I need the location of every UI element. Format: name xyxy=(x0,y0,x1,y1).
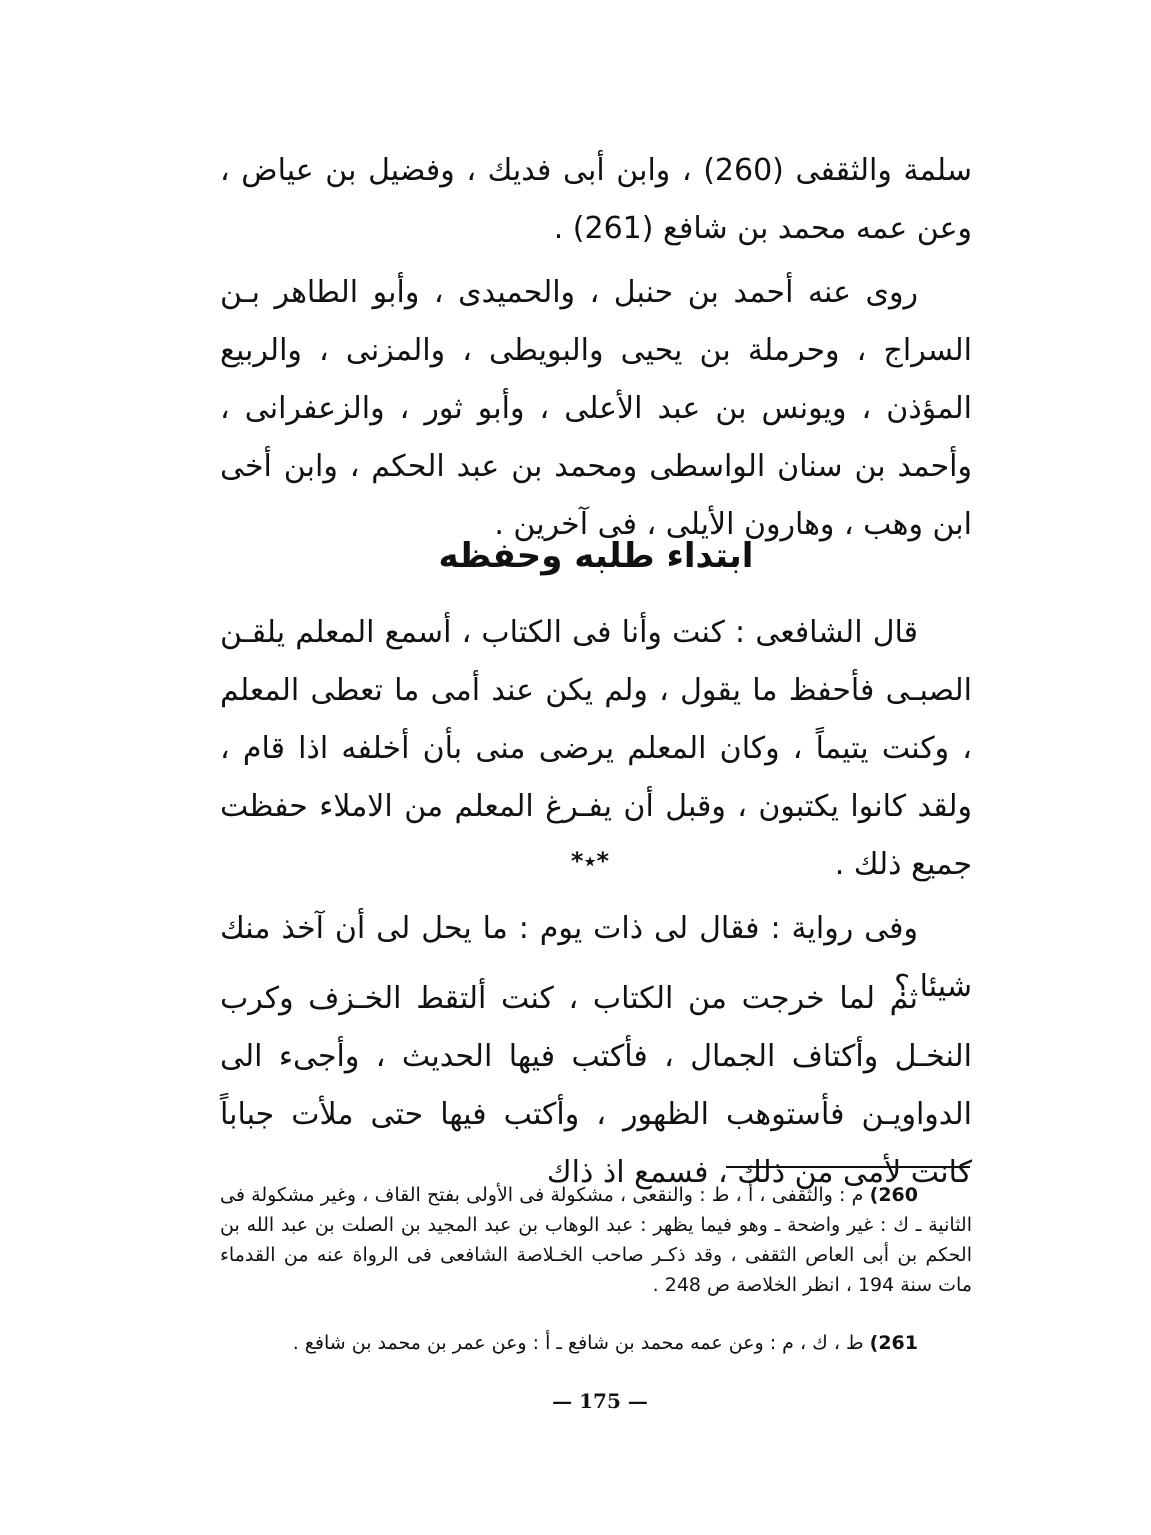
footnote-261-text: ط ، ك ، م : وعن عمه محمد بن شافع ـ أ : وعن عمر بن محمد بن شافع . xyxy=(292,1332,864,1354)
section-heading: ابتداء طلبه وحفظه xyxy=(438,536,754,576)
riwaya-paragraph: وفى رواية : فقال لى ذات يوم : ما يحل لى أن آخذ منك شيئا ؟ xyxy=(220,911,972,1004)
footnote-261 xyxy=(220,1328,972,1358)
footnote-260 xyxy=(220,1180,972,1300)
shafii-paragraph: قال الشافعى : كنت وأنا فى الكتاب ، أسمع المعلم يلقـن الصبـى فأحفظ ما يقول ، ولم يكن عند أمى ما تعطى المعلم ، وكنت يتيماً ، وكان المعلم يرضى منى بأن أخلفه اذا قام ، ولقد كانوا يكتبون ، وقبل أن يفـرغ المعلم من الاملاء حفظت جميع ذلك . xyxy=(220,615,972,882)
narrators-paragraph: روى عنه أحمد بن حنبل ، والحميدى ، وأبو الطاهر بـن السراج ، وحرملة بن يحيى والبويطى ، والمزنى ، والربيع المؤذن ، ويونس بن عبد الأعلى ، وأبو ثور ، والزعفرانى ، وأحمد بن سنان الواسطى ومحمد بن عبد الحكم ، وابن أخى ابن وهب ، وهارون الأيلى ، فى آخرين . xyxy=(220,275,972,542)
opening-paragraph: سلمة والثقفى (260) ، وابن أبى فديك ، وفضيل بن عياض ، وعن عمه محمد بن شافع (261) . xyxy=(220,153,972,246)
footnote-261-number: 261) xyxy=(869,1332,918,1354)
footnote-260-text: م : والثقفى ، أ ، ط : والنقعى ، مشكولة فى الأولى بفتح القاف ، وغير مشكولة فى الثانية ـ ك : غير واضحة ـ وهو فيما يظهر : عبد الوهاب بن عبد المجيد بن الصلت بن عبد الله بن الحكم بن أبى العاص الثقفى ، وقد ذكـر صاحب الخـلاصة الشافعى فى الرواة عنه من القدماء مات سنة 194 ، انظر الخلاصة ص 248 . xyxy=(220,1184,972,1296)
footnote-260-number: 260) xyxy=(869,1184,918,1206)
asterism-separator: *٭* xyxy=(570,847,610,875)
footnote-divider xyxy=(726,1166,970,1168)
thumma-paragraph: ثم لما خرجت من الكتاب ، كنت ألتقط الخـزف وكرب النخـل وأكتاف الجمال ، فأكتب فيها الحديث ، وأجىء الى الدواويـن فأستوهب الظهور ، وأكتب فيها حتى ملأت جباباً كانت لأمى من ذلك ، فسمع اذ ذاك xyxy=(220,981,972,1190)
page-number: — 175 — xyxy=(552,1389,648,1413)
